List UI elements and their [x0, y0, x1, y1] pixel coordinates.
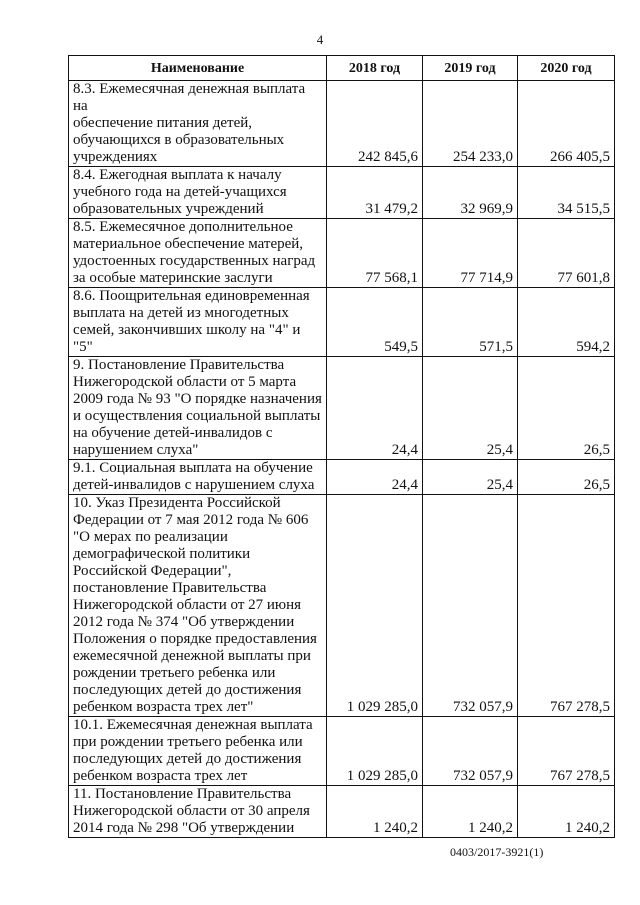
value-2018: 549,5: [327, 288, 423, 357]
value-2019: 32 969,9: [423, 167, 518, 219]
value-2018: 242 845,6: [327, 81, 423, 167]
value-2020: 26,5: [518, 460, 615, 495]
table-row: [69, 460, 615, 495]
row-name: 8.6. Поощрительная единовременная выплата на детей из многодетных семей, закончивших школу на "4" и "5": [69, 288, 327, 357]
row-name: 11. Постановление Правительства Нижегородской области от 30 апреля 2014 года № 298 "Об утверждении: [69, 786, 327, 838]
budget-table: [68, 55, 615, 838]
document-code: 0403/2017-3921(1): [450, 845, 544, 859]
value-2020: 26,5: [518, 357, 615, 460]
value-2019: 25,4: [423, 357, 518, 460]
value-2019: 25,4: [423, 460, 518, 495]
header-2020: 2020 год: [518, 56, 615, 81]
row-name: 8.5. Ежемесячное дополнительное материальное обеспечение матерей, удостоенных государственных наград за особые материнские заслуги: [69, 219, 327, 288]
value-2018: 1 029 285,0: [327, 495, 423, 717]
value-2019: 571,5: [423, 288, 518, 357]
table-row: [69, 786, 615, 838]
table-header-row: [69, 56, 615, 81]
value-2019: 77 714,9: [423, 219, 518, 288]
value-2019: 1 240,2: [423, 786, 518, 838]
value-2019: 732 057,9: [423, 495, 518, 717]
table-row: [69, 167, 615, 219]
row-name: 9. Постановление Правительства Нижегородской области от 5 марта 2009 года № 93 "О порядке назначения и осуществления социальной выплаты на обучение детей-инвалидов с нарушением слуха": [69, 357, 327, 460]
value-2019: 254 233,0: [423, 81, 518, 167]
value-2018: 1 029 285,0: [327, 717, 423, 786]
table-row: [69, 357, 615, 460]
value-2020: 77 601,8: [518, 219, 615, 288]
table-row: [69, 288, 615, 357]
value-2020: 594,2: [518, 288, 615, 357]
row-name: 8.3. Ежемесячная денежная выплата на обеспечение питания детей, обучающихся в образовательных учреждениях: [69, 81, 327, 167]
row-name: 10. Указ Президента Российской Федерации от 7 мая 2012 года № 606 "О мерах по реализации демографической политики Российской Федерации", постановление Правительства Нижегородской области от 27 июня 2012 года № 374 "Об утверждении Положения о порядке предоставления ежемесячной денежной выплаты при рождении третьего ребенка или последующих детей до достижения ребенком возраста трех лет": [69, 495, 327, 717]
value-2020: 34 515,5: [518, 167, 615, 219]
value-2018: 24,4: [327, 357, 423, 460]
table-row: [69, 495, 615, 717]
table-row: [69, 219, 615, 288]
row-name: 10.1. Ежемесячная денежная выплата при рождении третьего ребенка или последующих детей до достижения ребенком возраста трех лет: [69, 717, 327, 786]
row-name: 9.1. Социальная выплата на обучение детей-инвалидов с нарушением слуха: [69, 460, 327, 495]
header-name: Наименование: [69, 56, 327, 81]
value-2018: 1 240,2: [327, 786, 423, 838]
value-2020: 1 240,2: [518, 786, 615, 838]
header-2019: 2019 год: [423, 56, 518, 81]
table-row: [69, 717, 615, 786]
value-2019: 732 057,9: [423, 717, 518, 786]
page-number: 4: [316, 32, 324, 47]
table-row: [69, 81, 615, 167]
value-2018: 31 479,2: [327, 167, 423, 219]
value-2020: 767 278,5: [518, 717, 615, 786]
header-2018: 2018 год: [327, 56, 423, 81]
value-2020: 266 405,5: [518, 81, 615, 167]
row-name: 8.4. Ежегодная выплата к началу учебного года на детей-учащихся образовательных учреждений: [69, 167, 327, 219]
value-2020: 767 278,5: [518, 495, 615, 717]
value-2018: 77 568,1: [327, 219, 423, 288]
value-2018: 24,4: [327, 460, 423, 495]
